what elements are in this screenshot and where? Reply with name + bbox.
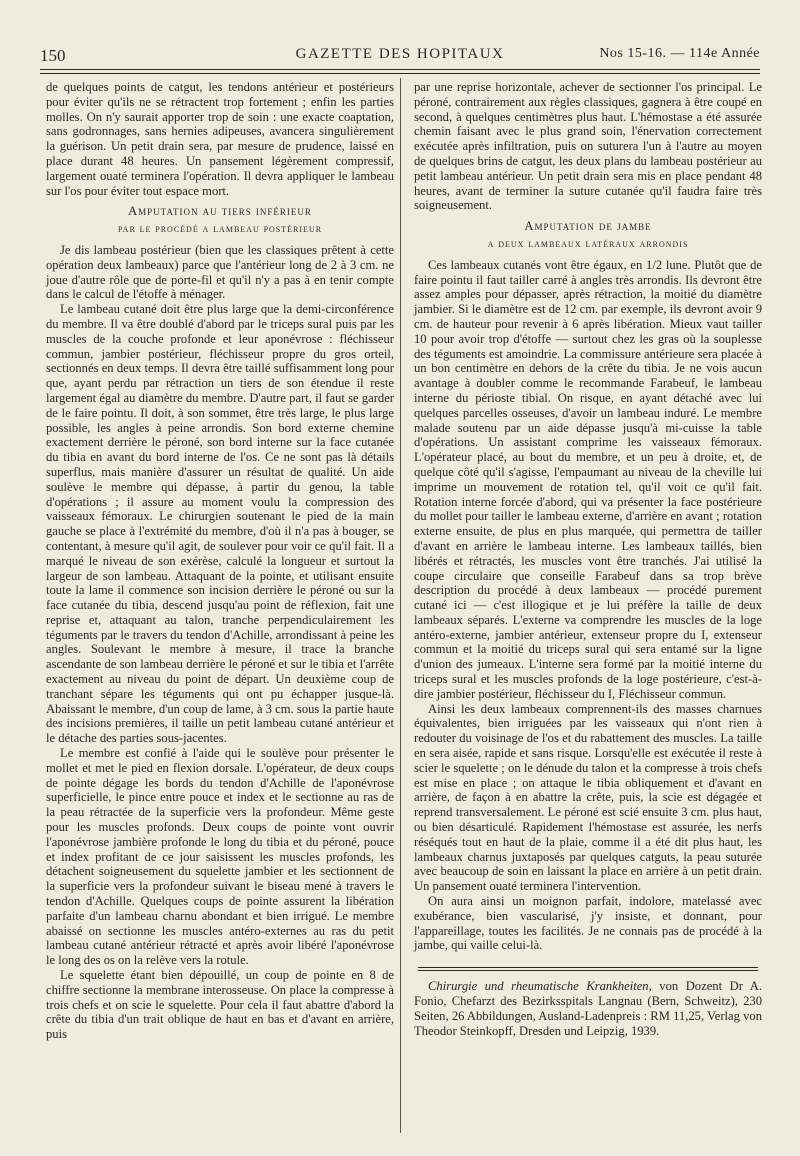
paragraph: de quelques points de catgut, les tendons antérieur et postérieurs pour éviter qu'ils ne se rétractent trop fortement ; enfin les parties molles. On n'y saurait apporter trop de soin : une exacte coaptation, sans godronnages, sans hernies adipeuses, avancera singulièrement la guérison. Un petit drain sera, par mesure de prudence, laissé en place durant 48 heures. Un pansement légèrement compressif, largement ouaté terminera l'opération. Il devra appliquer le lambeau sur l'os pour éviter tout espace mort. <box>46 80 394 198</box>
paragraph: Ces lambeaux cutanés vont être égaux, en 1/2 lune. Plutôt que de faire pointu il faut tailler carré à angles très arrondis. Ils devront être assez amples pour dépasser, après rétraction, la moitié du diamètre jambier. Si le diamètre est de 12 cm. par exemple, ils devront avoir 9 cm. de hauteur pour revenir à 6 après libération. Mieux vaut tailler 10 pour avoir trop d'étoffe — surtout chez les gras où la souplesse des téguments est amoindrie. La commissure antérieure sera placée à un bon centimètre en dehors de la crête du tibia. Je ne vois aucun avantage à doubler comme le recommande Farabeuf, le lambeau interne du périoste tibial. On risque, en ayant détaché avec lui quelques parcelles osseuses, d'avoir un lambeau induré. Le membre malade soutenu par un aide dépasse jusqu'à mi-cuisse la table d'opérations. Un assistant comprime les vaisseaux fémoraux. L'opérateur placé, au bout du membre, et un peu à droite, et, de quelque côté qu'il s'agisse, l'empaumant au niveau de la cheville lui imprime un mouvement de rotation tel, qu'il voit ce qu'il fait. Rotation interne forcée d'abord, qui va présenter la face postérieure du mollet pour tailler le lambeau externe, d'arrière en avant ; rotation externe ensuite, de plus en plus marquée, qui permettra de tailler d'avant en arrière le lambeau interne. Les lambeaux taillés, bien libérés et rétractés, les muscles vont être tranchés. J'ai utilisé la coupe circulaire que conseille Farabeuf dans sa trop brève description du procédé à deux lambeaux — procédé purement cutané ici — c'est illogique et je lui préfère la taille de deux lambeaux séparés. L'externe va comprendre les muscles de la loge antéro-externe, jambier antérieur, extenseur propre du I, extenseur commun et la moitié du triceps sural qui sera entamé sur la ligne d'union des jumeaux. L'interne sera formé par la moitié interne du triceps sural et les muscles profonds de la loge postérieure, c'est-à-dire jambier postérieur, fléchisseur du I, Fléchisseur commun. <box>414 257 762 701</box>
page-number: 150 <box>40 46 66 65</box>
paragraph: Je dis lambeau postérieur (bien que les classiques prêtent à cette opération deux lambeaux) parce que l'antérieur long de 2 à 3 cm. ne joue d'autre rôle que de porte-fil et qu'il n'y a pas à en tenir compte dans le calcul de l'étoffe à ménager. <box>46 242 394 302</box>
paragraph: Le lambeau cutané doit être plus large que la demi-circonférence du membre. Il va être doublé d'abord par le triceps sural puis par les muscles de la couche profonde et leur aponévrose : fléchisseur commun, jambier postérieur, fléchisseur propre du gros orteil, sectionnés en deux temps. Il devra être taillé suffisamment long pour que, ayant perdu par rétraction un tiers de son étendue il reste largement égal au diamètre du membre. D'autre part, il faut se garder de le faire pointu. Il doit, à son sommet, être très large, le plus large possible, les angles à peine arrondis. Son bord externe chemine exactement derrière le péroné, son bord interne sur la face cutanée du tibia en avant du bord interne de l'os. Ce ne sont pas là détails superflus, mais manière d'assurer un résultat de qualité. Un aide soulève le membre qui dépasse, à partir du genou, la table d'opérations ; il assure au moment voulu la compression des vaisseaux fémoraux. Le chirurgien soutenant le pied de la main gauche se place à l'extrémité du membre, d'où il n'a pas à bouger, se contentant, à mesure qu'il agit, de soulever pour voir ce qu'il fait. Il a marqué le niveau de son exérèse, calculé la longueur et surtout la largeur de son lambeau. Attaquant de la pointe, et utilisant ensuite toute la lame il commence son incision derrière le péroné ou sur la face cutanée du tibia, descend jusqu'au point de réflexion, fait une reprise et, attaquant au talon, tranche perpendiculairement les téguments par le travers du tendon d'Achille, arrondissant à peine les angles. Soulevant le membre à mesure, il trace la branche ascendante de son lambeau derrière le péroné et sur le tibia et l'arrête exactement au niveau du point de départ. Un deuxième coup de tranchant sépare les téguments qui ont pu échapper jusque-là. Abaissant le membre, d'un coup de lame, à 3 cm. sous la partie haute des incisions premières, il taille un petit lambeau cutané antérieur et le détache des parties sous-jacentes. <box>46 302 394 746</box>
running-header <box>40 40 760 68</box>
section-heading <box>46 204 394 237</box>
left-column <box>46 80 394 1042</box>
paragraph: Le squelette étant bien dépouillé, un coup de pointe en 8 de chiffre sectionne la membrane interosseuse. On place la compresse à trois chefs et on scie le squelette. Pour cela il faut abattre d'abord la crête du tibia d'un trait oblique de haut en bas et d'avant en arrière, puis <box>46 968 394 1042</box>
book-title: Chirurgie und rheumatische Krankheiten, <box>428 979 652 994</box>
paragraph: par une reprise horizontale, achever de sectionner l'os principal. Le péroné, contrairement aux règles classiques, gagnera à être coupé en second, à quelques centimètres plus haut. L'hémostase a été assurée chemin faisant avec le plus grand soin, l'énervation correctement exécutée après infiltration, puis on suturera l'un à l'autre au moyen de quelques brins de catgut, les deux plans du lambeau postérieur au petit lambeau antérieur. Un petit drain sera mis en place pendant 48 heures, avant de terminer la suture cutanée qu'il faudra faire très soigneusement. <box>414 80 762 213</box>
issue-info: Nos 15-16. — 114e Année <box>599 46 760 61</box>
right-column <box>414 80 762 1038</box>
section-heading-line1: Amputation de jambe <box>524 219 652 234</box>
header-rule-bottom <box>40 73 760 74</box>
book-notice <box>414 979 762 1038</box>
header-rule-top <box>40 69 760 70</box>
section-heading <box>414 219 762 252</box>
section-heading-line1: Amputation au tiers inférieur <box>128 204 312 219</box>
paragraph: Le membre est confié à l'aide qui le soulève pour présenter le mollet et met le pied en flexion dorsale. L'opérateur, de deux coups de pointe dégage les bords du tendon d'Achille de l'aponévrose superficielle, le pince entre pouce et index et le sectionne au ras de la peau rétractée de la superficie vers la profondeur. Même geste pour les muscles profonds. Deux coups de pointe vont ouvrir l'aponévrose jambière profonde le long du tibia et du péroné, pouce et index profitant de ce jour saisissent les muscles profonds, les détachent soigneusement du squelette jambier et les sectionnent de la superficie vers la profondeur suivant le biseau mené à travers le tendon d'Achille. Quelques coups de pointe assurent la libération parfaite d'un lambeau charnu abondant et bien irrigué. Le membre abaissé on sectionne les muscles antéro-externes au ras du petit lambeau cutané antérieur rétracté et après avoir libéré l'aponévrose le long des os on la relève vers la rotule. <box>46 746 394 968</box>
section-heading-line2: par le procédé a lambeau postérieur <box>117 223 323 236</box>
journal-title: GAZETTE DES HOPITAUX <box>295 46 505 62</box>
column-divider <box>400 78 401 1133</box>
separator-rule <box>418 967 758 968</box>
section-heading-line2: a deux lambeaux latéraux arrondis <box>487 237 689 250</box>
book-details: von Dozent Dr A. Fonio, Chefarzt des Bezirksspitals Langnau (Bern, Schweitz), 230 Seiten, 26 Abbildungen, Ausland-Ladenpreis : RM 11,25, Verlag von Theodor Steinkopff, Dresden und Leipzig, 1939. <box>414 979 762 1038</box>
separator-rule <box>418 970 758 971</box>
paragraph: Ainsi les deux lambeaux comprennent-ils des masses charnues équivalentes, bien irriguées par les vaisseaux qui n'ont rien à redouter du voisinage de l'os et du rabattement des muscles. La taille en sera aisée, rapide et sans risque. Lorsqu'elle est exécutée il reste à scier le squelette ; on le dénude du talon et la compresse à trois chefs est mise en place ; on attaque le tibia obliquement et d'avant en arrière, de façon à en abattre la crête, puis, la scie est dégagée et reprend transversalement. Le péroné est scié ensuite 3 cm. plus haut, ou bien désarticulé. Rapidement l'hémostase est assurée, les nerfs réséqués tout en haut de la plaie, comme il a été dit plus haut, les lambeaux charnus juxtaposés par quelques catguts, la peau suturée avec beaucoup de soin en laissant la place en arrière à un petit drain. Un pansement ouaté terminera l'intervention. <box>414 701 762 894</box>
paragraph: On aura ainsi un moignon parfait, indolore, matelassé avec exubérance, bien vascularisé, j'y insiste, et donnant, pour l'appareillage, toutes les facilités. Je ne connais pas de procédé à la jambe, qui vaille celui-là. <box>414 894 762 953</box>
